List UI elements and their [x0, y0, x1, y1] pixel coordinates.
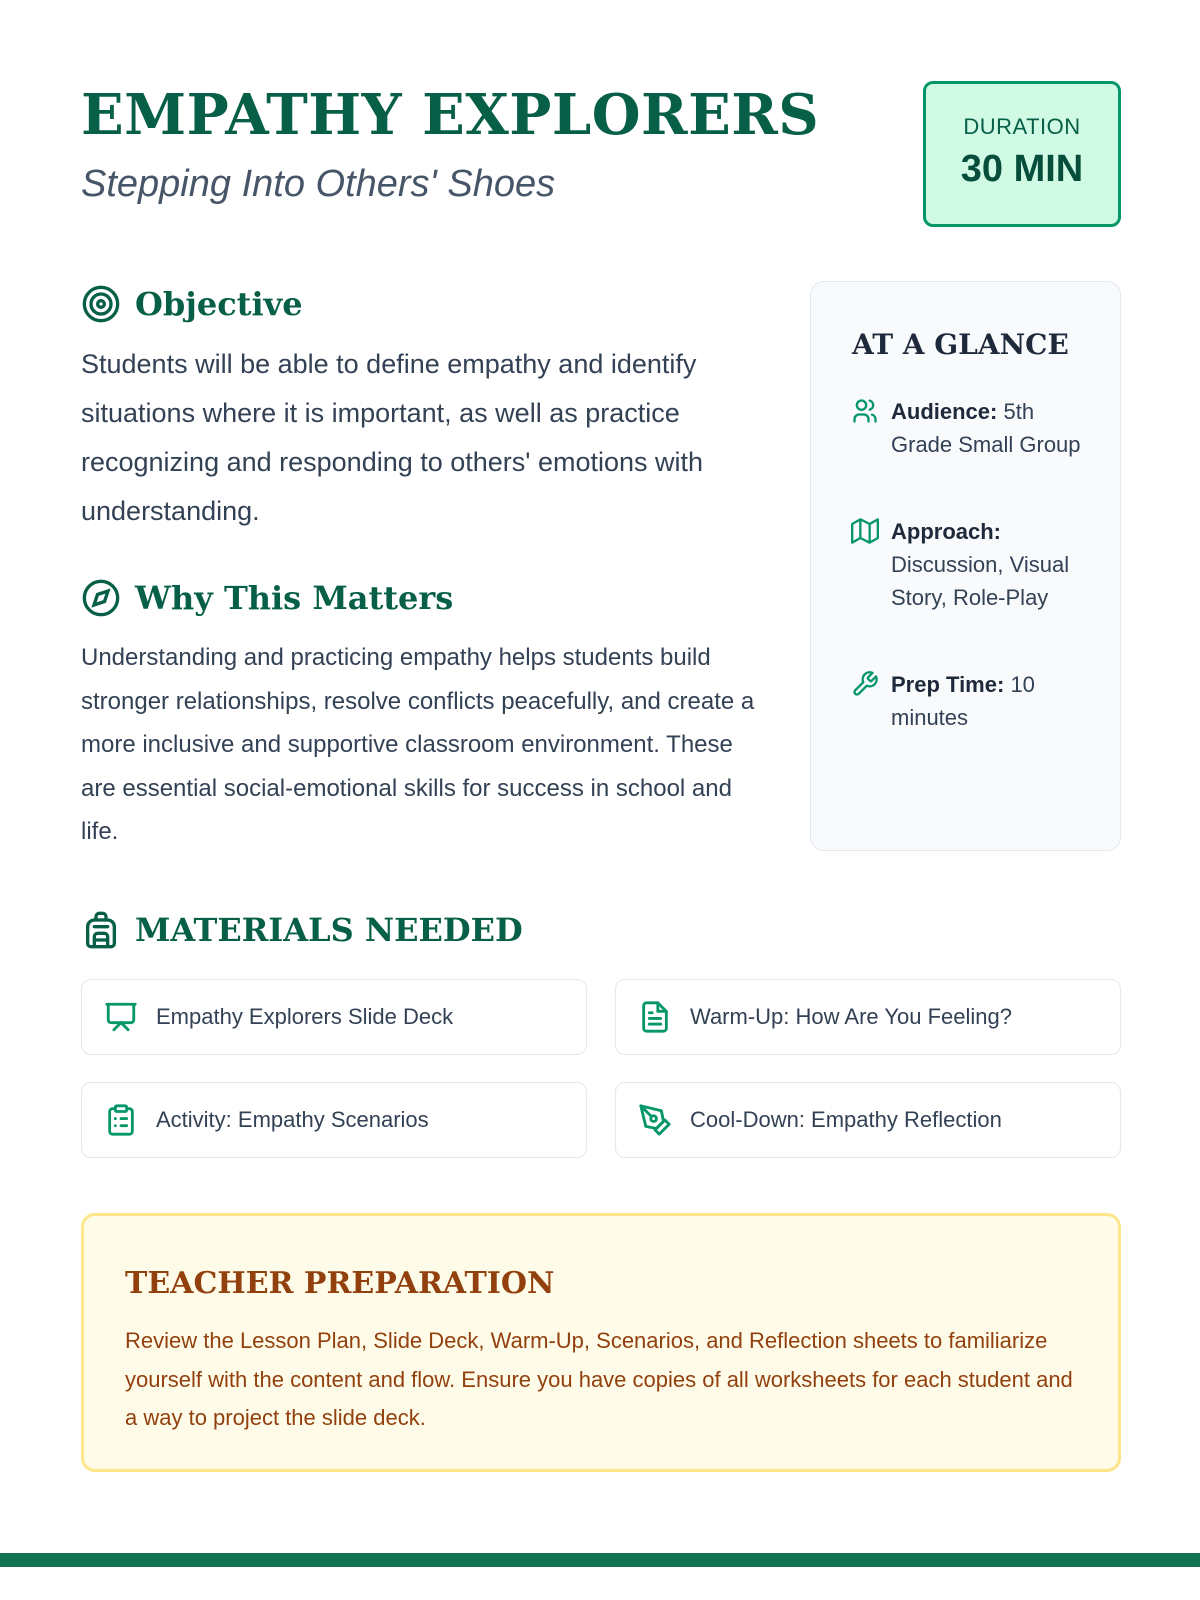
why-heading-text: Why This Matters	[135, 579, 454, 617]
materials-heading	[81, 910, 523, 950]
material-label: Empathy Explorers Slide Deck	[156, 1004, 454, 1029]
objective-text: Students will be able to define empathy and identify situations where it is important, as well as practice recognizing and responding to others' emotions with understanding.	[81, 349, 704, 526]
glance-approach-label: Approach:	[891, 519, 1001, 544]
teacher-preparation-box	[81, 1213, 1121, 1472]
glance-prep-time	[851, 668, 1091, 734]
teacher-preparation-title: TEACHER PREPARATION	[125, 1266, 555, 1301]
glance-audience	[851, 395, 1091, 461]
glance-prep-label: Prep Time:	[891, 672, 1005, 697]
duration-value: 30 MIN	[960, 148, 1084, 190]
material-label: Cool-Down: Empathy Reflection	[690, 1107, 1002, 1132]
target-icon	[81, 284, 121, 324]
compass-icon	[81, 578, 121, 618]
material-activity[interactable]	[81, 1082, 587, 1158]
glance-approach-value: Discussion, Visual Story, Role-Play	[891, 552, 1070, 610]
objective-heading	[81, 284, 303, 324]
glance-audience-label: Audience:	[891, 399, 998, 424]
wrench-icon	[851, 670, 879, 698]
duration-badge	[923, 81, 1121, 227]
why-text: Understanding and practicing empathy helps students build stronger relationships, resolve conflicts peacefully, and create a more inclusive and supportive classroom environment. These are essential social-emotional skills for success in school and life.	[81, 644, 755, 845]
teacher-preparation-text: Review the Lesson Plan, Slide Deck, Warm-Up, Scenarios, and Reflection sheets to familiarize yourself with the content and flow. Ensure you have copies of all worksheets for each student and a way to project the slide deck.	[125, 1328, 1073, 1430]
materials-heading-text: MATERIALS NEEDED	[135, 911, 523, 949]
why-heading	[81, 578, 453, 618]
material-slide-deck[interactable]	[81, 979, 587, 1055]
page-title: EMPATHY EXPLORERS	[81, 82, 820, 148]
glance-approach	[851, 515, 1091, 614]
lesson-plan-page	[81, 0, 1121, 1600]
glance-prep-value: 10 minutes	[891, 672, 1035, 730]
pen-tool-icon	[638, 1103, 672, 1137]
at-a-glance-card	[810, 281, 1121, 851]
users-icon	[851, 397, 879, 425]
material-cool-down[interactable]	[615, 1082, 1121, 1158]
page-subtitle: Stepping Into Others' Shoes	[81, 163, 556, 205]
glance-audience-value: 5th Grade Small Group	[891, 399, 1081, 457]
backpack-icon	[81, 910, 121, 950]
bottom-accent-bar	[0, 1553, 1200, 1567]
material-label: Activity: Empathy Scenarios	[156, 1107, 429, 1132]
presentation-icon	[104, 1000, 138, 1034]
document-icon	[638, 1000, 672, 1034]
map-icon	[851, 517, 879, 545]
at-a-glance-title: AT A GLANCE	[852, 328, 1069, 361]
duration-label: DURATION	[963, 114, 1081, 139]
material-label: Warm-Up: How Are You Feeling?	[690, 1004, 1012, 1029]
clipboard-list-icon	[104, 1103, 138, 1137]
objective-heading-text: Objective	[135, 285, 303, 323]
material-warm-up[interactable]	[615, 979, 1121, 1055]
